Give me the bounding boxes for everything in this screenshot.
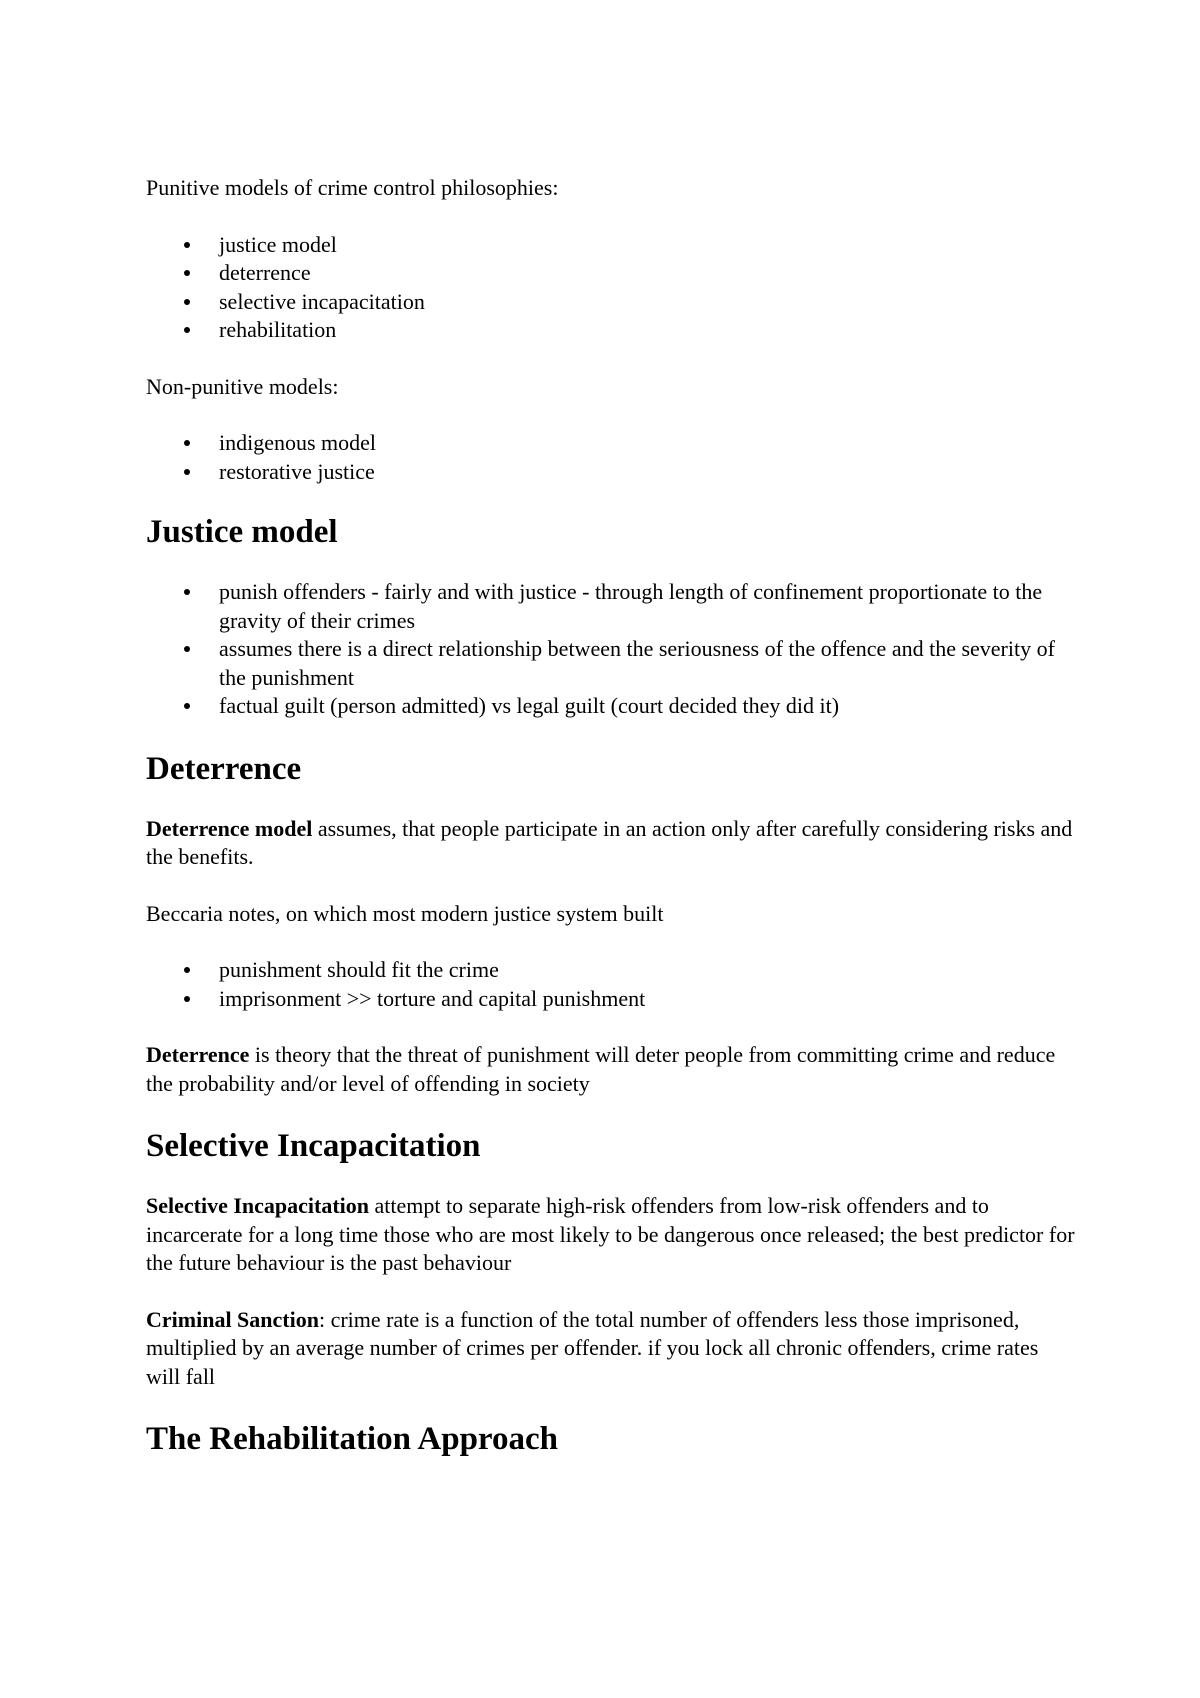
list-item: indigenous model bbox=[146, 429, 1076, 458]
justice-model-heading: Justice model bbox=[146, 514, 338, 550]
deterrence-heading: Deterrence bbox=[146, 750, 302, 787]
deterrence-term: Deterrence bbox=[146, 1042, 250, 1067]
criminal-sanction-paragraph bbox=[146, 1306, 1076, 1392]
document-page bbox=[146, 174, 1076, 1459]
selective-incapacitation-paragraph bbox=[146, 1192, 1076, 1278]
non-punitive-models-list bbox=[146, 429, 1076, 486]
list-item: deterrence bbox=[146, 259, 1076, 288]
selective-incapacitation-heading: Selective Incapacitation bbox=[146, 1128, 481, 1164]
list-item: justice model bbox=[146, 231, 1076, 260]
deterrence-model-text: assumes, that people participate in an action only after carefully considering risks and the benefits. bbox=[146, 815, 1073, 869]
list-item: restorative justice bbox=[146, 458, 1076, 487]
criminal-sanction-term: Criminal Sanction bbox=[146, 1306, 319, 1332]
list-item: punish offenders - fairly and with justice - through length of confinement proportionate to the gravity of their crimes bbox=[146, 578, 1076, 635]
punitive-models-heading: Punitive models of crime control philosophies: bbox=[146, 175, 559, 200]
rehabilitation-approach-heading: The Rehabilitation Approach bbox=[146, 1421, 558, 1457]
list-item: imprisonment >> torture and capital punishment bbox=[146, 985, 1076, 1014]
non-punitive-models-heading: Non-punitive models: bbox=[146, 373, 339, 399]
list-item: punishment should fit the crime bbox=[146, 956, 1076, 985]
beccaria-paragraph: Beccaria notes, on which most modern justice system built bbox=[146, 900, 664, 926]
deterrence-theory-text: is theory that the threat of punishment will deter people from committing crime and reduce the probability and/or level of offending in society bbox=[146, 1042, 1056, 1096]
justice-model-list bbox=[146, 578, 1076, 721]
list-item: selective incapacitation bbox=[146, 288, 1076, 317]
list-item: rehabilitation bbox=[146, 316, 1076, 345]
list-item: factual guilt (person admitted) vs legal guilt (court decided they did it) bbox=[146, 692, 1076, 721]
deterrence-model-term: Deterrence model bbox=[146, 815, 313, 841]
selective-incapacitation-text: attempt to separate high-risk offenders from low-risk offenders and to incarcerate for a long time those who are most likely to be dangerous once released; the best predictor for the future behaviour is the past behaviour bbox=[146, 1193, 1075, 1275]
selective-incapacitation-term: Selective Incapacitation bbox=[146, 1193, 370, 1218]
deterrence-theory-paragraph bbox=[146, 1041, 1076, 1098]
punitive-models-list bbox=[146, 231, 1076, 345]
beccaria-list bbox=[146, 956, 1076, 1013]
deterrence-model-paragraph bbox=[146, 815, 1076, 872]
criminal-sanction-text: : crime rate is a function of the total number of offenders less those imprisoned, multiplied by an average number of crimes per offender. if you lock all chronic offenders, crime rates will fall bbox=[146, 1306, 1039, 1389]
list-item: assumes there is a direct relationship between the seriousness of the offence and the severity of the punishment bbox=[146, 635, 1076, 692]
